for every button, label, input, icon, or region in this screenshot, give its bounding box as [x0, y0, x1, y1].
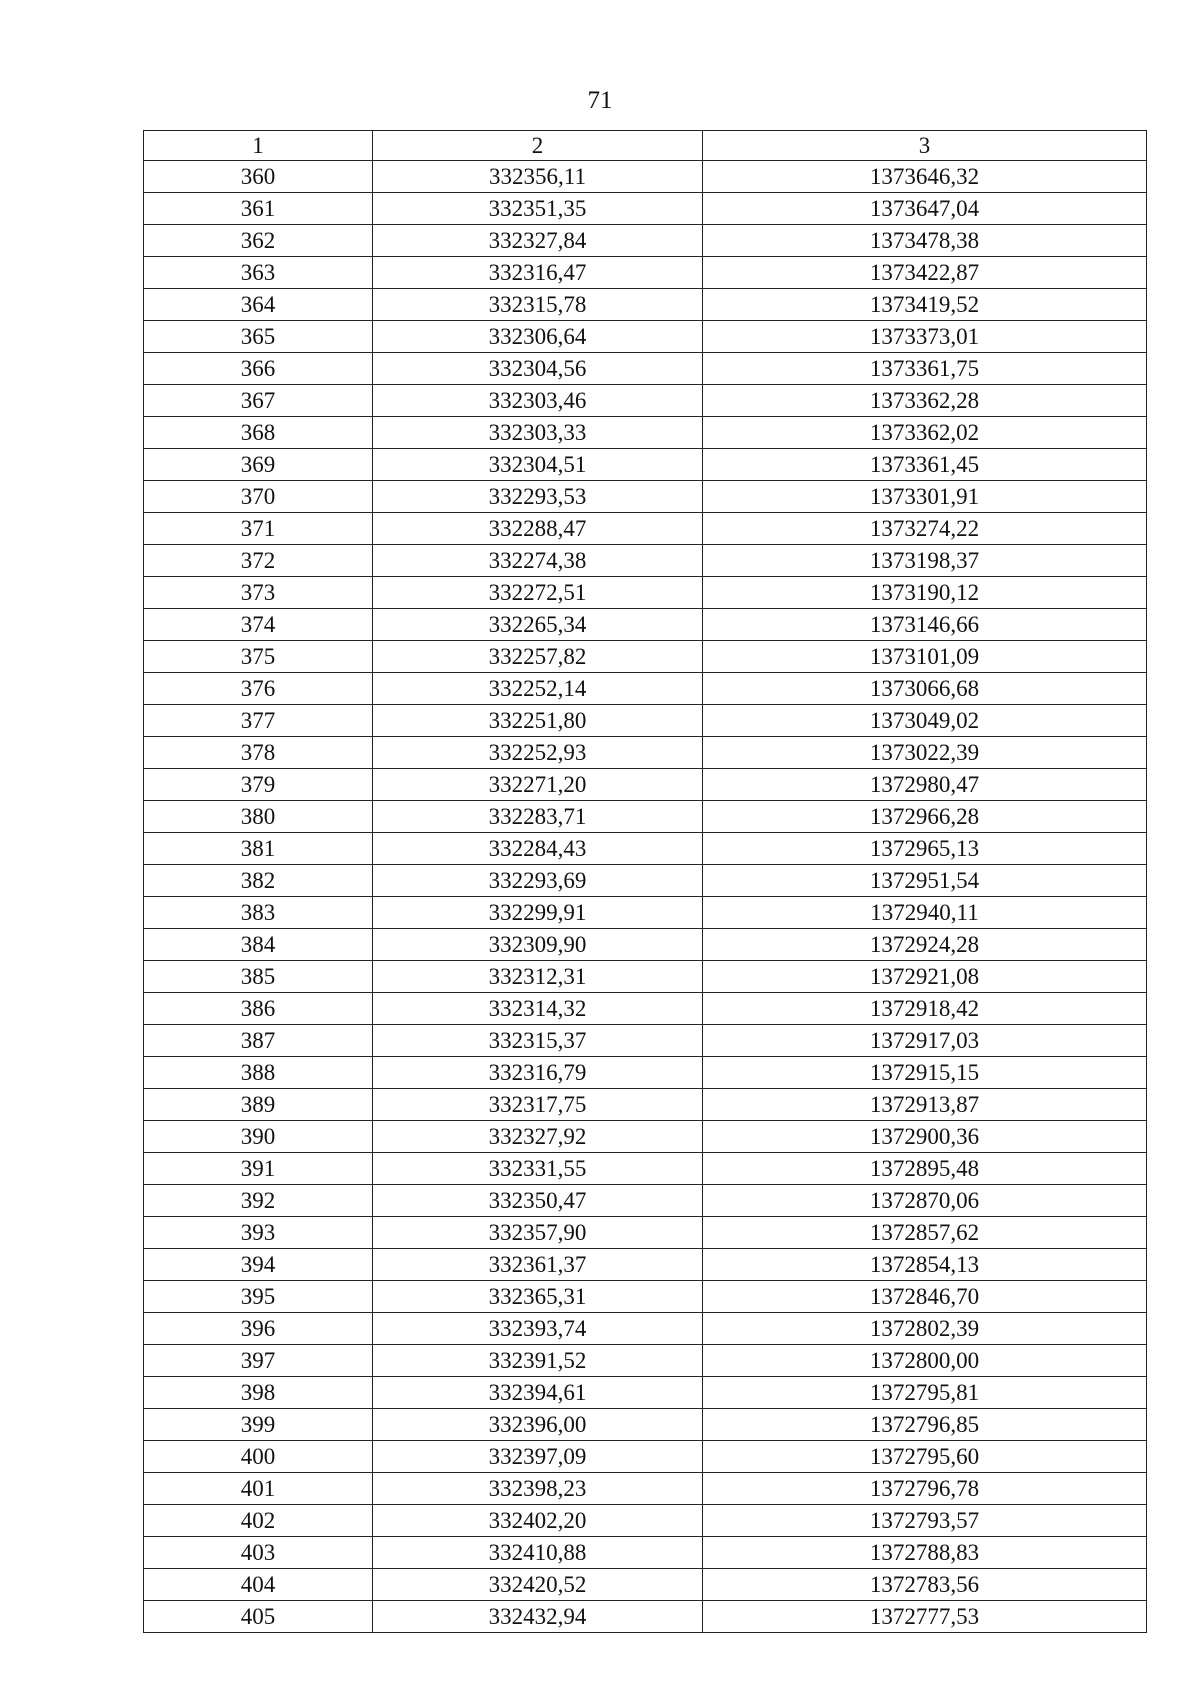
x-coordinate-cell: 332265,34: [373, 609, 703, 641]
point-number-cell: 367: [144, 385, 373, 417]
x-coordinate-cell: 332357,90: [373, 1217, 703, 1249]
y-coordinate-cell: 1373198,37: [703, 545, 1147, 577]
point-number-cell: 374: [144, 609, 373, 641]
x-coordinate-cell: 332316,79: [373, 1057, 703, 1089]
x-coordinate-cell: 332274,38: [373, 545, 703, 577]
table-row: [144, 1601, 1147, 1633]
table-row: [144, 929, 1147, 961]
point-number-cell: 379: [144, 769, 373, 801]
point-number-cell: 378: [144, 737, 373, 769]
table-row: [144, 417, 1147, 449]
table-row: [144, 1089, 1147, 1121]
table-row: [144, 801, 1147, 833]
y-coordinate-cell: 1373646,32: [703, 161, 1147, 193]
header-row: [144, 131, 1147, 161]
y-coordinate-cell: 1373066,68: [703, 673, 1147, 705]
y-coordinate-cell: 1373101,09: [703, 641, 1147, 673]
point-number-cell: 371: [144, 513, 373, 545]
x-coordinate-cell: 332391,52: [373, 1345, 703, 1377]
point-number-cell: 401: [144, 1473, 373, 1505]
y-coordinate-cell: 1373274,22: [703, 513, 1147, 545]
x-coordinate-cell: 332331,55: [373, 1153, 703, 1185]
table-row: [144, 897, 1147, 929]
table-row: [144, 1377, 1147, 1409]
x-coordinate-cell: 332293,69: [373, 865, 703, 897]
y-coordinate-cell: 1372951,54: [703, 865, 1147, 897]
table-row: [144, 1473, 1147, 1505]
x-coordinate-cell: 332402,20: [373, 1505, 703, 1537]
x-coordinate-cell: 332299,91: [373, 897, 703, 929]
point-number-cell: 383: [144, 897, 373, 929]
point-number-cell: 363: [144, 257, 373, 289]
x-coordinate-cell: 332316,47: [373, 257, 703, 289]
y-coordinate-cell: 1373647,04: [703, 193, 1147, 225]
x-coordinate-cell: 332410,88: [373, 1537, 703, 1569]
table-row: [144, 1409, 1147, 1441]
x-coordinate-cell: 332306,64: [373, 321, 703, 353]
point-number-cell: 375: [144, 641, 373, 673]
y-coordinate-cell: 1372788,83: [703, 1537, 1147, 1569]
table-row: [144, 1505, 1147, 1537]
table-header: [144, 131, 1147, 161]
table-row: [144, 321, 1147, 353]
table-row: [144, 705, 1147, 737]
table-row: [144, 1281, 1147, 1313]
table-row: [144, 1537, 1147, 1569]
x-coordinate-cell: 332420,52: [373, 1569, 703, 1601]
y-coordinate-cell: 1372918,42: [703, 993, 1147, 1025]
y-coordinate-cell: 1373301,91: [703, 481, 1147, 513]
table-row: [144, 641, 1147, 673]
table-row: [144, 1249, 1147, 1281]
table-row: [144, 769, 1147, 801]
x-coordinate-cell: 332327,92: [373, 1121, 703, 1153]
point-number-cell: 404: [144, 1569, 373, 1601]
y-coordinate-cell: 1373419,52: [703, 289, 1147, 321]
x-coordinate-cell: 332283,71: [373, 801, 703, 833]
x-coordinate-cell: 332327,84: [373, 225, 703, 257]
y-coordinate-cell: 1372796,85: [703, 1409, 1147, 1441]
point-number-cell: 360: [144, 161, 373, 193]
x-coordinate-cell: 332397,09: [373, 1441, 703, 1473]
point-number-cell: 394: [144, 1249, 373, 1281]
y-coordinate-cell: 1372980,47: [703, 769, 1147, 801]
x-coordinate-cell: 332288,47: [373, 513, 703, 545]
coordinates-table: [143, 130, 1147, 1633]
point-number-cell: 395: [144, 1281, 373, 1313]
y-coordinate-cell: 1373373,01: [703, 321, 1147, 353]
x-coordinate-cell: 332314,32: [373, 993, 703, 1025]
table-row: [144, 545, 1147, 577]
point-number-cell: 405: [144, 1601, 373, 1633]
point-number-cell: 387: [144, 1025, 373, 1057]
column-header-2: 2: [373, 131, 703, 161]
y-coordinate-cell: 1373478,38: [703, 225, 1147, 257]
point-number-cell: 377: [144, 705, 373, 737]
page-number: 71: [587, 87, 613, 114]
point-number-cell: 362: [144, 225, 373, 257]
x-coordinate-cell: 332350,47: [373, 1185, 703, 1217]
table-body: [144, 161, 1147, 1633]
table-row: [144, 257, 1147, 289]
table-row: [144, 609, 1147, 641]
x-coordinate-cell: 332393,74: [373, 1313, 703, 1345]
x-coordinate-cell: 332304,51: [373, 449, 703, 481]
point-number-cell: 368: [144, 417, 373, 449]
table-row: [144, 1121, 1147, 1153]
y-coordinate-cell: 1373190,12: [703, 577, 1147, 609]
table-row: [144, 513, 1147, 545]
y-coordinate-cell: 1372940,11: [703, 897, 1147, 929]
point-number-cell: 384: [144, 929, 373, 961]
y-coordinate-cell: 1372965,13: [703, 833, 1147, 865]
y-coordinate-cell: 1373422,87: [703, 257, 1147, 289]
y-coordinate-cell: 1373362,28: [703, 385, 1147, 417]
table-row: [144, 449, 1147, 481]
x-coordinate-cell: 332272,51: [373, 577, 703, 609]
table-row: [144, 673, 1147, 705]
point-number-cell: 402: [144, 1505, 373, 1537]
table-row: [144, 193, 1147, 225]
table-row: [144, 737, 1147, 769]
x-coordinate-cell: 332252,14: [373, 673, 703, 705]
x-coordinate-cell: 332303,46: [373, 385, 703, 417]
table-row: [144, 161, 1147, 193]
x-coordinate-cell: 332309,90: [373, 929, 703, 961]
y-coordinate-cell: 1372900,36: [703, 1121, 1147, 1153]
x-coordinate-cell: 332432,94: [373, 1601, 703, 1633]
point-number-cell: 396: [144, 1313, 373, 1345]
y-coordinate-cell: 1372800,00: [703, 1345, 1147, 1377]
y-coordinate-cell: 1372795,60: [703, 1441, 1147, 1473]
x-coordinate-cell: 332271,20: [373, 769, 703, 801]
table-row: [144, 1153, 1147, 1185]
table-row: [144, 1057, 1147, 1089]
table-row: [144, 353, 1147, 385]
x-coordinate-cell: 332257,82: [373, 641, 703, 673]
point-number-cell: 364: [144, 289, 373, 321]
point-number-cell: 389: [144, 1089, 373, 1121]
y-coordinate-cell: 1373022,39: [703, 737, 1147, 769]
table-row: [144, 225, 1147, 257]
point-number-cell: 369: [144, 449, 373, 481]
y-coordinate-cell: 1372895,48: [703, 1153, 1147, 1185]
y-coordinate-cell: 1372795,81: [703, 1377, 1147, 1409]
x-coordinate-cell: 332315,78: [373, 289, 703, 321]
table-row: [144, 481, 1147, 513]
point-number-cell: 392: [144, 1185, 373, 1217]
table-row: [144, 961, 1147, 993]
x-coordinate-cell: 332304,56: [373, 353, 703, 385]
table-row: [144, 1441, 1147, 1473]
table-row: [144, 577, 1147, 609]
x-coordinate-cell: 332394,61: [373, 1377, 703, 1409]
y-coordinate-cell: 1372870,06: [703, 1185, 1147, 1217]
x-coordinate-cell: 332317,75: [373, 1089, 703, 1121]
table-row: [144, 1185, 1147, 1217]
y-coordinate-cell: 1372915,15: [703, 1057, 1147, 1089]
table-row: [144, 1025, 1147, 1057]
table-row: [144, 1217, 1147, 1249]
point-number-cell: 365: [144, 321, 373, 353]
point-number-cell: 376: [144, 673, 373, 705]
table-row: [144, 289, 1147, 321]
x-coordinate-cell: 332252,93: [373, 737, 703, 769]
point-number-cell: 398: [144, 1377, 373, 1409]
point-number-cell: 393: [144, 1217, 373, 1249]
y-coordinate-cell: 1372783,56: [703, 1569, 1147, 1601]
y-coordinate-cell: 1372793,57: [703, 1505, 1147, 1537]
x-coordinate-cell: 332312,31: [373, 961, 703, 993]
point-number-cell: 373: [144, 577, 373, 609]
x-coordinate-cell: 332396,00: [373, 1409, 703, 1441]
point-number-cell: 385: [144, 961, 373, 993]
y-coordinate-cell: 1372917,03: [703, 1025, 1147, 1057]
x-coordinate-cell: 332284,43: [373, 833, 703, 865]
x-coordinate-cell: 332293,53: [373, 481, 703, 513]
y-coordinate-cell: 1372924,28: [703, 929, 1147, 961]
y-coordinate-cell: 1373146,66: [703, 609, 1147, 641]
y-coordinate-cell: 1372966,28: [703, 801, 1147, 833]
point-number-cell: 361: [144, 193, 373, 225]
table-row: [144, 833, 1147, 865]
y-coordinate-cell: 1372854,13: [703, 1249, 1147, 1281]
y-coordinate-cell: 1372921,08: [703, 961, 1147, 993]
x-coordinate-cell: 332303,33: [373, 417, 703, 449]
table-row: [144, 1313, 1147, 1345]
y-coordinate-cell: 1372846,70: [703, 1281, 1147, 1313]
x-coordinate-cell: 332251,80: [373, 705, 703, 737]
point-number-cell: 403: [144, 1537, 373, 1569]
y-coordinate-cell: 1372913,87: [703, 1089, 1147, 1121]
y-coordinate-cell: 1373362,02: [703, 417, 1147, 449]
point-number-cell: 382: [144, 865, 373, 897]
table-row: [144, 993, 1147, 1025]
x-coordinate-cell: 332398,23: [373, 1473, 703, 1505]
point-number-cell: 366: [144, 353, 373, 385]
point-number-cell: 399: [144, 1409, 373, 1441]
table-row: [144, 385, 1147, 417]
x-coordinate-cell: 332356,11: [373, 161, 703, 193]
x-coordinate-cell: 332351,35: [373, 193, 703, 225]
point-number-cell: 400: [144, 1441, 373, 1473]
y-coordinate-cell: 1373361,75: [703, 353, 1147, 385]
y-coordinate-cell: 1372802,39: [703, 1313, 1147, 1345]
table-row: [144, 865, 1147, 897]
y-coordinate-cell: 1372796,78: [703, 1473, 1147, 1505]
point-number-cell: 397: [144, 1345, 373, 1377]
point-number-cell: 386: [144, 993, 373, 1025]
point-number-cell: 391: [144, 1153, 373, 1185]
point-number-cell: 380: [144, 801, 373, 833]
x-coordinate-cell: 332365,31: [373, 1281, 703, 1313]
point-number-cell: 388: [144, 1057, 373, 1089]
point-number-cell: 372: [144, 545, 373, 577]
table-row: [144, 1345, 1147, 1377]
y-coordinate-cell: 1373049,02: [703, 705, 1147, 737]
y-coordinate-cell: 1372857,62: [703, 1217, 1147, 1249]
point-number-cell: 381: [144, 833, 373, 865]
point-number-cell: 370: [144, 481, 373, 513]
table-row: [144, 1569, 1147, 1601]
y-coordinate-cell: 1372777,53: [703, 1601, 1147, 1633]
x-coordinate-cell: 332361,37: [373, 1249, 703, 1281]
column-header-1: 1: [144, 131, 373, 161]
point-number-cell: 390: [144, 1121, 373, 1153]
column-header-3: 3: [703, 131, 1147, 161]
y-coordinate-cell: 1373361,45: [703, 449, 1147, 481]
x-coordinate-cell: 332315,37: [373, 1025, 703, 1057]
